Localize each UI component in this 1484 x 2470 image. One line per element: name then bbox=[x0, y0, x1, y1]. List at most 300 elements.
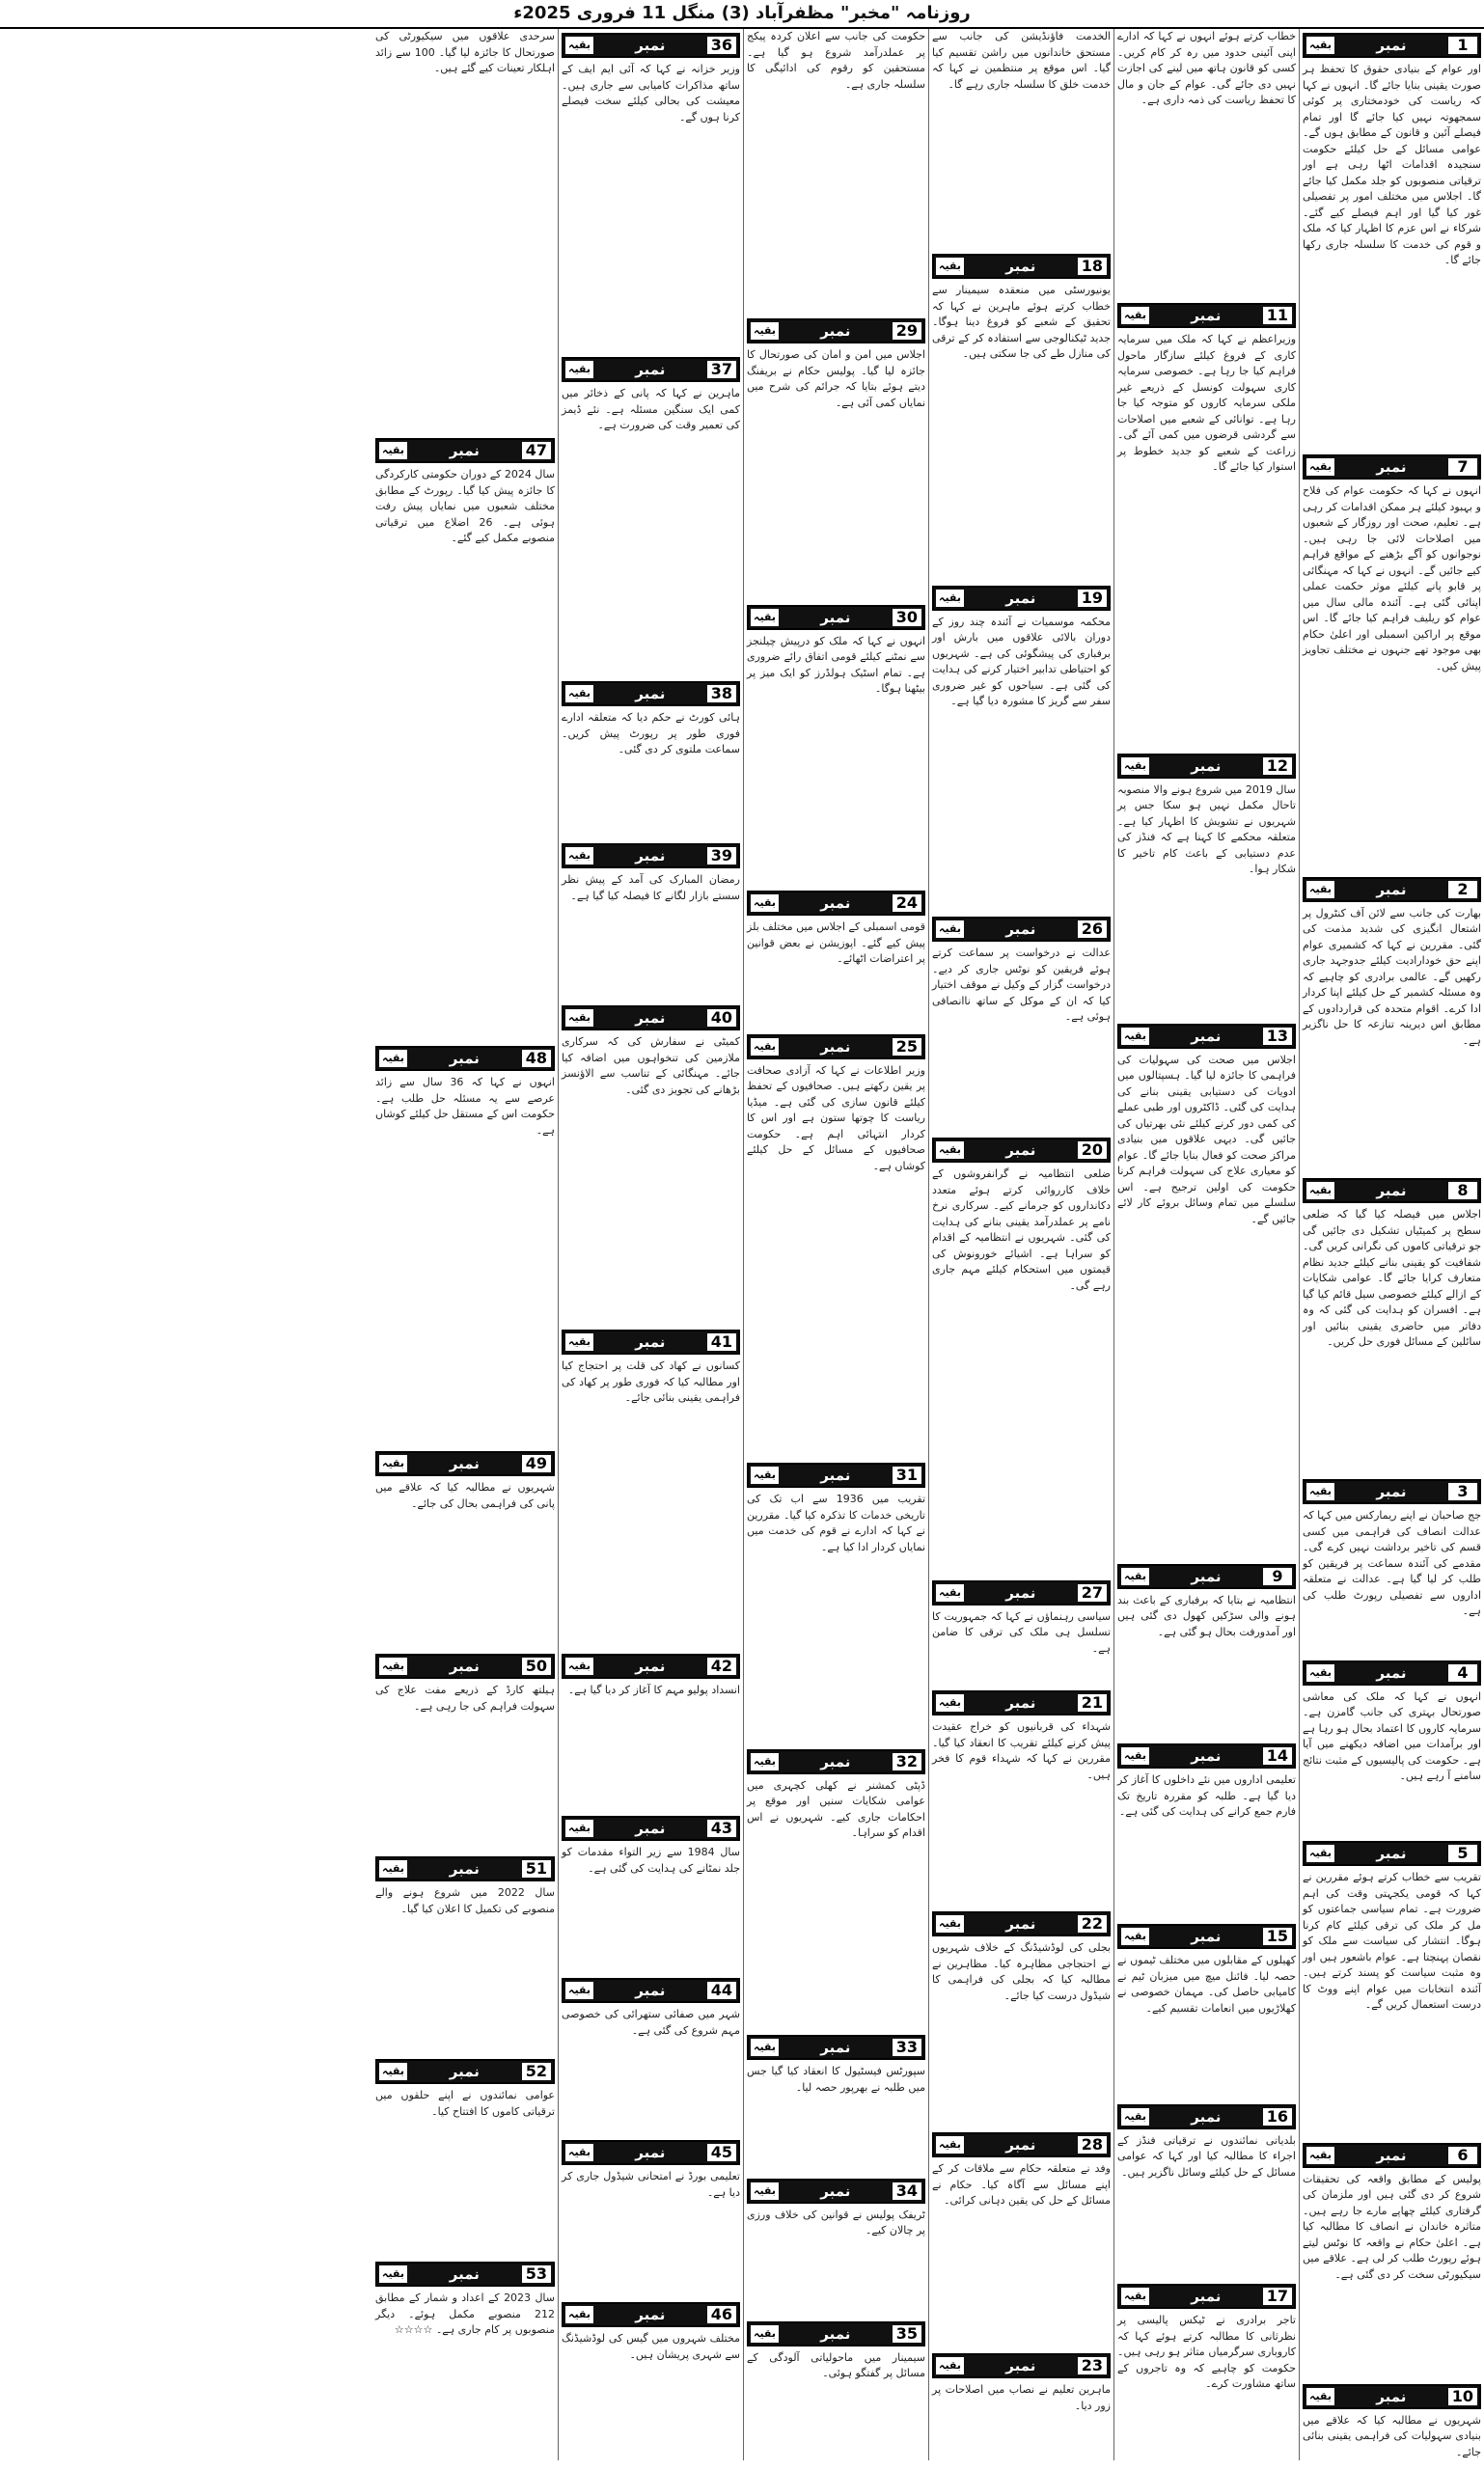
continuation-header bbox=[932, 2132, 1111, 2157]
continuation-header bbox=[375, 1654, 555, 1679]
article-continuation bbox=[747, 2175, 925, 2318]
continuation-tag: بقیہ bbox=[936, 2357, 964, 2374]
continuation-number: 49 bbox=[522, 1455, 551, 1472]
continuation-header bbox=[1303, 1841, 1481, 1866]
article-continuation bbox=[1117, 299, 1296, 750]
continuation-word: نمبر bbox=[635, 1820, 666, 1837]
article-continuation bbox=[1117, 1020, 1296, 1560]
article-text: رمضان المبارک کی آمد کے پیش نظر سستے بازار لگانے کا فیصلہ کیا گیا ہے۔ bbox=[562, 873, 740, 902]
continuation-tag: بقیہ bbox=[936, 1915, 964, 1933]
article-text: سال 2022 میں شروع ہونے والے منصوبے کی تکمیل کا اعلان کیا گیا۔ bbox=[375, 1886, 555, 1915]
continuation-word: نمبر bbox=[1005, 589, 1036, 607]
continuation-word: نمبر bbox=[449, 2063, 480, 2080]
article-continuation bbox=[1303, 1657, 1481, 1837]
continuation-word: نمبر bbox=[1376, 1663, 1407, 1682]
continuation-number: 43 bbox=[707, 1820, 736, 1837]
continuation-word: نمبر bbox=[820, 322, 851, 341]
continuation-number: 39 bbox=[707, 847, 736, 864]
continuation-header bbox=[562, 2302, 740, 2327]
continuation-word: نمبر bbox=[635, 361, 666, 378]
article-text: کسانوں نے کھاد کی قلت پر احتجاج کیا اور مطالبہ کیا کہ فوری طور پر کھاد کی فراہمی یقینی بنائی جائے۔ bbox=[562, 1359, 740, 1404]
article-text: حکومت کی جانب سے اعلان کردہ پیکج پر عملدرآمد شروع ہو گیا ہے۔ مستحقین کو رقوم کی ادائیگی کا سلسلہ جاری ہے۔ bbox=[747, 30, 925, 91]
continuation-tag: بقیہ bbox=[565, 1009, 593, 1027]
article-continuation bbox=[932, 1577, 1111, 1688]
continuation-tag: بقیہ bbox=[1306, 2147, 1334, 2164]
continuation-header bbox=[932, 1690, 1111, 1715]
continuation-tag: بقیہ bbox=[565, 1820, 593, 1837]
continuation-tag: بقیہ bbox=[1121, 2108, 1149, 2126]
article-continuation bbox=[747, 1459, 925, 1744]
article-continuation bbox=[747, 315, 925, 600]
continuation-header bbox=[932, 254, 1111, 279]
continuation-word: نمبر bbox=[1005, 1141, 1036, 1160]
article-text: انہوں نے کہا کہ ملک کو درپیش چیلنجز سے نمٹنے کیلئے قومی اتفاق رائے ضروری ہے۔ تمام اسٹیک ہولڈرز کو ایک میز پر بیٹھنا ہوگا۔ bbox=[747, 634, 925, 696]
article-text: ضلعی انتظامیہ نے گرانفروشوں کے خلاف کارروائی کرتے ہوئے متعدد دکانداروں کو جرمانے کیے۔ سرکاری نرخ نامے پر عملدرآمد یقینی بنانے کی ہدایت کی گئی۔ شہریوں نے انتظامیہ کے اقدام کو سراہا ہے۔ اشیائے خورونوش کی قیمتوں میں استحکام کیلئے مہم جاری رہے گی۔ bbox=[932, 1167, 1111, 1292]
article-continuation bbox=[562, 839, 740, 1002]
continuation-header bbox=[562, 843, 740, 868]
article-text: ماہرین نے کہا کہ پانی کے ذخائر میں کمی ایک سنگین مسئلہ ہے۔ نئے ڈیمز کی تعمیر وقت کی ضرورت ہے۔ bbox=[562, 387, 740, 431]
article-text: ہیلتھ کارڈ کے ذریعے مفت علاج کی سہولت فراہم کی جا رہی ہے۔ bbox=[375, 1684, 555, 1713]
continuation-number: 25 bbox=[893, 1038, 921, 1056]
continuation-number: 37 bbox=[707, 361, 736, 378]
article-continuation bbox=[375, 1852, 555, 2055]
article-continuation bbox=[747, 29, 925, 315]
continuation-tag: بقیہ bbox=[751, 894, 779, 912]
masthead-title: روزنامہ "مخبر" مظفرآباد (3) منگل 11 فروری 2025ء bbox=[513, 3, 971, 23]
article-text: قومی اسمبلی کے اجلاس میں مختلف بلز پیش کیے گئے۔ اپوزیشن نے بعض قوانین پر اعتراضات اٹھائے۔ bbox=[747, 920, 925, 966]
continuation-word: نمبر bbox=[1191, 2107, 1222, 2126]
continuation-tag: بقیہ bbox=[751, 1467, 779, 1484]
article-continuation bbox=[562, 2298, 740, 2460]
article-continuation bbox=[375, 1042, 555, 1447]
continuation-tag: بقیہ bbox=[565, 361, 593, 378]
column-1 bbox=[1299, 29, 1484, 2460]
continuation-header bbox=[1303, 1178, 1481, 1203]
continuation-word: نمبر bbox=[1005, 1694, 1036, 1713]
article-continuation bbox=[1117, 1560, 1296, 1741]
continuation-word: نمبر bbox=[1376, 2387, 1407, 2405]
article-continuation bbox=[747, 2031, 925, 2174]
continuation-header bbox=[747, 891, 925, 916]
continuation-word: نمبر bbox=[449, 1050, 480, 1067]
continuation-header bbox=[375, 1451, 555, 1476]
continuation-word: نمبر bbox=[1005, 2136, 1036, 2154]
continuation-header bbox=[562, 1330, 740, 1355]
continuation-word: نمبر bbox=[1376, 1483, 1407, 1501]
article-text: شہریوں نے مطالبہ کیا کہ علاقے میں پانی کی فراہمی بحال کی جائے۔ bbox=[375, 1481, 555, 1510]
article-text: ٹریفک پولیس نے قوانین کی خلاف ورزی پر چالان کیے۔ bbox=[747, 2208, 925, 2237]
continuation-number: 35 bbox=[893, 2325, 921, 2343]
continuation-tag: بقیہ bbox=[1121, 2288, 1149, 2305]
article-continuation bbox=[932, 250, 1111, 582]
article-text: عوامی نمائندوں نے اپنے حلقوں میں ترقیاتی کاموں کا افتتاح کیا۔ bbox=[375, 2089, 555, 2118]
continuation-tag: بقیہ bbox=[1121, 1928, 1149, 1945]
article-continuation bbox=[562, 29, 740, 353]
continuation-word: نمبر bbox=[1191, 756, 1222, 775]
continuation-header bbox=[562, 681, 740, 706]
continuation-word: نمبر bbox=[1005, 1583, 1036, 1602]
article-text: وزیر خزانہ نے کہا کہ آئی ایم ایف کے ساتھ مذاکرات کامیابی سے جاری ہیں۔ معیشت کی بحالی کیلئے سخت فیصلے کرنا ہوں گے۔ bbox=[562, 63, 740, 124]
continuation-word: نمبر bbox=[449, 1455, 480, 1472]
article-text: کھیلوں کے مقابلوں میں مختلف ٹیموں نے حصہ لیا۔ فائنل میچ میں میزبان ٹیم نے کامیابی حاصل کی۔ مہمان خصوصی نے کھلاڑیوں میں انعامات تقسیم کیے۔ bbox=[1117, 1954, 1296, 2015]
continuation-word: نمبر bbox=[449, 2265, 480, 2283]
continuation-header bbox=[1117, 1924, 1296, 1949]
article-text: محکمہ موسمیات نے آئندہ چند روز کے دوران بالائی علاقوں میں بارش اور برفباری کی پیشگوئی کی ہے۔ شہریوں کو احتیاطی تدابیر اختیار کرنے کی ہدایت کی گئی ہے۔ سیاحوں کو غیر ضروری سفر سے گریز کا مشورہ دیا گیا ہے۔ bbox=[932, 615, 1111, 708]
continuation-header bbox=[562, 1816, 740, 1841]
continuation-number: 11 bbox=[1263, 307, 1292, 324]
article-text: اجلاس میں امن و امان کی صورتحال کا جائزہ لیا گیا۔ پولیس حکام نے بریفنگ دیتے ہوئے بتایا کہ جرائم کی شرح میں نمایاں کمی آئی ہے۔ bbox=[747, 348, 925, 409]
article-text: سپورٹس فیسٹیول کا انعقاد کیا گیا جس میں طلبہ نے بھرپور حصہ لیا۔ bbox=[747, 2065, 925, 2094]
continuation-tag: بقیہ bbox=[751, 609, 779, 626]
continuation-number: 17 bbox=[1263, 2288, 1292, 2305]
continuation-number: 9 bbox=[1263, 1568, 1292, 1585]
continuation-number: 48 bbox=[522, 1050, 551, 1067]
article-text: سال 2023 کے اعداد و شمار کے مطابق 212 منصوبے مکمل ہوئے۔ دیگر منصوبوں پر کام جاری ہے۔ ☆☆☆☆ bbox=[375, 2292, 556, 2336]
continuation-word: نمبر bbox=[1376, 458, 1407, 477]
continuation-number: 8 bbox=[1448, 1182, 1477, 1199]
continuation-tag: بقیہ bbox=[1121, 1028, 1149, 1045]
article-text: انتظامیہ نے بتایا کہ برفباری کے باعث بند ہونے والی سڑکیں کھول دی گئی ہیں اور آمدورفت بحال ہو گئی ہے۔ bbox=[1117, 1593, 1296, 1638]
continuation-header bbox=[562, 1978, 740, 2003]
continuation-header bbox=[747, 2321, 925, 2346]
continuation-tag: بقیہ bbox=[379, 1455, 407, 1472]
continuation-word: نمبر bbox=[1191, 1928, 1222, 1946]
continuation-header bbox=[375, 1856, 555, 1881]
continuation-word: نمبر bbox=[820, 2324, 851, 2343]
article-text: سیمینار میں ماحولیاتی آلودگی کے مسائل پر گفتگو ہوئی۔ bbox=[747, 2350, 925, 2380]
column-5 bbox=[558, 29, 743, 2460]
continuation-word: نمبر bbox=[1376, 880, 1407, 898]
continuation-tag: بقیہ bbox=[379, 2063, 407, 2080]
article-continuation bbox=[932, 913, 1111, 1134]
continuation-word: نمبر bbox=[1376, 1182, 1407, 1200]
article-continuation bbox=[562, 1650, 740, 1812]
article-text: بلدیاتی نمائندوں نے ترقیاتی فنڈز کے اجراء کا مطالبہ کیا اور کہا کہ عوامی مسائل کے حل کیلئے وسائل ناگزیر ہیں۔ bbox=[1117, 2133, 1296, 2179]
continuation-tag: بقیہ bbox=[1121, 307, 1149, 324]
article-continuation bbox=[932, 582, 1111, 914]
continuation-number: 30 bbox=[893, 609, 921, 626]
continuation-header bbox=[747, 2035, 925, 2060]
continuation-header bbox=[747, 318, 925, 343]
continuation-header bbox=[1303, 454, 1481, 480]
continuation-tag: بقیہ bbox=[751, 322, 779, 340]
continuation-number: 22 bbox=[1078, 1915, 1107, 1933]
article-continuation bbox=[562, 1002, 740, 1326]
continuation-tag: بقیہ bbox=[565, 37, 593, 54]
continuation-word: نمبر bbox=[635, 847, 666, 864]
continuation-number: 18 bbox=[1078, 258, 1107, 275]
continuation-word: نمبر bbox=[1005, 258, 1036, 276]
continuation-tag: بقیہ bbox=[1121, 757, 1149, 775]
article-text: انسداد پولیو مہم کا آغاز کر دیا گیا ہے۔ bbox=[567, 1684, 740, 1696]
continuation-tag: بقیہ bbox=[565, 2306, 593, 2323]
article-continuation bbox=[932, 2128, 1111, 2349]
article-continuation bbox=[932, 2349, 1111, 2460]
continuation-word: نمبر bbox=[1376, 1845, 1407, 1863]
continuation-number: 52 bbox=[522, 2063, 551, 2080]
article-text: اور عوام کے بنیادی حقوق کا تحفظ ہر صورت یقینی بنایا جائے گا۔ انہوں نے کہا کہ ریاست کی خودمختاری پر کوئی سمجھوتہ نہیں کیا جائے گا اور تمام فیصلے آئین و قانون کے مطابق ہوں گے۔ عوامی مسائل کے حل کیلئے حکومت سنجیدہ اقدامات اٹھا رہی ہے اور ترقیاتی منصوبوں کو جلد مکمل کیا جائے گا۔ اجلاس میں مختلف امور پر تفصیلی غور کیا گیا اور اہم فیصلے کیے گئے۔ شرکاء نے اس عزم کا اظہار کیا کہ ملک و قوم کی خدمت کا سلسلہ جاری رکھا جائے گا۔ bbox=[1303, 63, 1481, 266]
continuation-word: نمبر bbox=[449, 1860, 480, 1878]
continuation-word: نمبر bbox=[635, 1333, 666, 1351]
continuation-number: 21 bbox=[1078, 1694, 1107, 1712]
continuation-number: 7 bbox=[1448, 458, 1477, 476]
continuation-word: نمبر bbox=[1376, 2146, 1407, 2164]
article-text: انہوں نے کہا کہ ملک کی معاشی صورتحال بہتری کی جانب گامزن ہے۔ سرمایہ کاروں کا اعتماد بحال ہو رہا ہے اور برآمدات میں اضافہ دیکھنے میں آیا ہے۔ حکومت کی پالیسیوں کے مثبت نتائج سامنے آ رہے ہیں۔ bbox=[1303, 1689, 1481, 1783]
continuation-header bbox=[932, 1911, 1111, 1936]
continuation-number: 29 bbox=[893, 322, 921, 340]
continuation-tag: بقیہ bbox=[936, 590, 964, 607]
continuation-header bbox=[1303, 33, 1481, 58]
article-text: اجلاس میں صحت کی سہولیات کی فراہمی کا جائزہ لیا گیا۔ ہسپتالوں میں ادویات کی دستیابی یقینی بنانے کی ہدایت کی گئی۔ ڈاکٹروں اور طبی عملے کی کمی دور کرنے کیلئے نئی بھرتیاں کی جائیں گی۔ دیہی علاقوں میں بنیادی مراکز صحت کو فعال بنایا جائے گا۔ عوام کو معیاری علاج کی سہولت فراہم کرنا حکومت کی اولین ترجیح ہے۔ اس سلسلے میں تمام وسائل بروئے کار لائے جائیں گے۔ bbox=[1117, 1053, 1296, 1225]
article-text: ڈپٹی کمشنر نے کھلی کچہری میں عوامی شکایات سنیں اور موقع پر احکامات جاری کیے۔ شہریوں نے اس اقدام کو سراہا۔ bbox=[747, 1778, 925, 1840]
article-continuation bbox=[1117, 1920, 1296, 2100]
continuation-header bbox=[1117, 754, 1296, 779]
article-text: وزیراعظم نے کہا کہ ملک میں سرمایہ کاری کے فروغ کیلئے سازگار ماحول فراہم کیا جا رہا ہے۔ خصوصی سرمایہ کاری سہولت کونسل کے ذریعے غیر ملکی سرمایہ کاروں کو متوجہ کیا جا رہا ہے۔ توانائی کے شعبے میں اصلاحات سے گردشی قرضوں میں کمی آئے گی۔ زراعت کے شعبے کو جدید خطوط پر استوار کیا جائے گا۔ bbox=[1117, 333, 1296, 473]
newspaper-page bbox=[0, 29, 1484, 2460]
column-2 bbox=[1113, 29, 1299, 2460]
continuation-tag: بقیہ bbox=[751, 1038, 779, 1056]
article-text: اجلاس میں فیصلہ کیا گیا کہ ضلعی سطح پر کمیٹیاں تشکیل دی جائیں گی جو ترقیاتی کاموں کی نگرانی کریں گی۔ شفافیت کو یقینی بنانے کیلئے جدید نظام متعارف کرایا جائے گا۔ عوامی شکایات کے ازالے کیلئے خصوصی سیل قائم کیا گیا ہے۔ افسران کو ہدایت کی گئی کہ وہ دفاتر میں حاضری یقینی بنائیں اور سائلین کے مسائل فوری حل کریں۔ bbox=[1303, 1208, 1481, 1349]
continuation-header bbox=[1117, 2284, 1296, 2309]
article-continuation bbox=[562, 1974, 740, 2136]
continuation-header bbox=[1117, 1024, 1296, 1049]
continuation-header bbox=[375, 438, 555, 463]
continuation-tag: بقیہ bbox=[1306, 1845, 1334, 1862]
article-continuation bbox=[747, 601, 925, 887]
continuation-tag: بقیہ bbox=[936, 1584, 964, 1602]
continuation-header bbox=[562, 1654, 740, 1679]
article-text: جج صاحبان نے اپنے ریمارکس میں کہا کہ عدالت انصاف کی فراہمی میں کسی قسم کی تاخیر برداشت نہیں کرے گی۔ مقدمے کی آئندہ سماعت پر فریقین کو طلب کر لیا گیا ہے۔ عدالت نے متعلقہ اداروں سے تفصیلی رپورٹ طلب کی ہے۔ bbox=[1303, 1509, 1481, 1618]
continuation-tag: بقیہ bbox=[565, 1658, 593, 1675]
continuation-word: نمبر bbox=[1005, 920, 1036, 939]
continuation-tag: بقیہ bbox=[565, 1982, 593, 1999]
article-continuation bbox=[1117, 2280, 1296, 2460]
article-continuation bbox=[1117, 2100, 1296, 2281]
continuation-word: نمبر bbox=[820, 2039, 851, 2057]
continuation-header bbox=[1303, 1479, 1481, 1504]
continuation-header bbox=[1303, 2143, 1481, 2168]
continuation-tag: بقیہ bbox=[565, 1333, 593, 1351]
continuation-number: 50 bbox=[522, 1658, 551, 1675]
continuation-word: نمبر bbox=[1376, 37, 1407, 54]
article-continuation bbox=[562, 1326, 740, 1650]
article-text: وفد نے متعلقہ حکام سے ملاقات کر کے اپنے مسائل سے آگاہ کیا۔ حکام نے مسائل کے حل کی یقین دہانی کرائی۔ bbox=[932, 2162, 1111, 2208]
continuation-word: نمبر bbox=[1191, 1027, 1222, 1045]
article-text: شہداء کی قربانیوں کو خراج عقیدت پیش کرنے کیلئے تقریب کا انعقاد کیا گیا۔ مقررین نے کہا کہ شہداء قوم کا فخر ہیں۔ bbox=[932, 1720, 1111, 1781]
continuation-tag: بقیہ bbox=[565, 685, 593, 702]
continuation-header bbox=[1303, 1660, 1481, 1686]
continuation-header bbox=[932, 1580, 1111, 1606]
article-continuation bbox=[1117, 29, 1296, 299]
continuation-number: 46 bbox=[707, 2306, 736, 2323]
continuation-number: 5 bbox=[1448, 1845, 1477, 1862]
article-continuation bbox=[1303, 873, 1481, 1174]
continuation-header bbox=[1117, 1564, 1296, 1589]
continuation-number: 45 bbox=[707, 2144, 736, 2161]
continuation-tag: بقیہ bbox=[565, 847, 593, 864]
article-text: شہریوں نے مطالبہ کیا کہ علاقے میں بنیادی سہولیات کی فراہمی یقینی بنائی جائے۔ bbox=[1303, 2413, 1481, 2458]
continuation-number: 28 bbox=[1078, 2136, 1107, 2154]
continuation-number: 26 bbox=[1078, 920, 1107, 938]
continuation-header bbox=[747, 1463, 925, 1488]
continuation-number: 32 bbox=[893, 1753, 921, 1770]
continuation-tag: بقیہ bbox=[1121, 1747, 1149, 1765]
article-continuation bbox=[562, 1812, 740, 1974]
continuation-number: 47 bbox=[522, 442, 551, 459]
article-text: سرحدی علاقوں میں سیکیورٹی کی صورتحال کا جائزہ لیا گیا۔ 100 سے زائد اہلکار تعینات کیے گئے ہیں۔ bbox=[375, 30, 556, 74]
continuation-number: 53 bbox=[522, 2265, 551, 2283]
continuation-number: 19 bbox=[1078, 590, 1107, 607]
article-continuation bbox=[375, 2055, 555, 2258]
continuation-header bbox=[932, 917, 1111, 942]
article-text: تعلیمی بورڈ نے امتحانی شیڈول جاری کر دیا ہے۔ bbox=[562, 2170, 740, 2199]
continuation-header bbox=[562, 2140, 740, 2165]
continuation-number: 23 bbox=[1078, 2357, 1107, 2374]
article-continuation bbox=[747, 2318, 925, 2460]
continuation-tag: بقیہ bbox=[936, 1694, 964, 1712]
continuation-tag: بقیہ bbox=[751, 2325, 779, 2343]
article-continuation bbox=[562, 2136, 740, 2298]
article-continuation bbox=[1303, 1475, 1481, 1656]
article-continuation bbox=[1303, 1174, 1481, 1475]
article-text: سال 2019 میں شروع ہونے والا منصوبہ تاحال مکمل نہیں ہو سکا جس پر شہریوں نے تشویش کا اظہار کیا ہے۔ متعلقہ محکمے کا کہنا ہے کہ فنڈز کی عدم دستیابی کے باعث کام تاخیر کا شکار ہوا۔ bbox=[1117, 782, 1296, 876]
continuation-word: نمبر bbox=[635, 1658, 666, 1675]
continuation-header bbox=[562, 33, 740, 58]
continuation-word: نمبر bbox=[449, 1658, 480, 1675]
continuation-word: نمبر bbox=[820, 894, 851, 913]
article-text: سال 1984 سے زیر التواء مقدمات کو جلد نمٹانے کی ہدایت کی گئی ہے۔ bbox=[562, 1846, 740, 1875]
continuation-number: 6 bbox=[1448, 2147, 1477, 2164]
article-continuation bbox=[1303, 2380, 1481, 2461]
continuation-number: 27 bbox=[1078, 1584, 1107, 1602]
article-text: سال 2024 کے دوران حکومتی کارکردگی کا جائزہ پیش کیا گیا۔ رپورٹ کے مطابق مختلف شعبوں میں نمایاں پیش رفت ہوئی ہے۔ 26 اضلاع میں ترقیاتی منصوبے مکمل کیے گئے۔ bbox=[375, 468, 556, 544]
continuation-header bbox=[562, 1005, 740, 1030]
continuation-header bbox=[375, 2262, 555, 2287]
article-continuation bbox=[1117, 1740, 1296, 1920]
continuation-word: نمبر bbox=[635, 1982, 666, 1999]
continuation-word: نمبر bbox=[1191, 1567, 1222, 1585]
continuation-tag: بقیہ bbox=[1306, 37, 1334, 54]
continuation-header bbox=[375, 1046, 555, 1071]
continuation-header bbox=[1117, 1743, 1296, 1769]
article-text: ماہرین تعلیم نے نصاب میں اصلاحات پر زور دیا۔ bbox=[932, 2383, 1111, 2412]
continuation-header bbox=[562, 357, 740, 382]
article-continuation bbox=[932, 1687, 1111, 1907]
article-text: بھارت کی جانب سے لائن آف کنٹرول پر اشتعال انگیزی کی شدید مذمت کی گئی۔ مقررین نے کہا کہ کشمیری عوام اپنے حق خودارادیت کیلئے جدوجہد جاری رکھیں گے۔ عالمی برادری کو چاہیے کہ وہ مسئلہ کشمیر کے حل کیلئے اپنا کردار ادا کرے۔ اقوام متحدہ کی قراردادوں کے مطابق اس دیرینہ تنازعہ کا حل ناگزیر ہے۔ bbox=[1303, 906, 1481, 1047]
continuation-number: 14 bbox=[1263, 1747, 1292, 1765]
article-continuation bbox=[1303, 2139, 1481, 2380]
continuation-header bbox=[1303, 2384, 1481, 2409]
continuation-tag: بقیہ bbox=[1306, 1182, 1334, 1199]
continuation-word: نمبر bbox=[820, 1467, 851, 1485]
article-text: یونیورسٹی میں منعقدہ سیمینار سے خطاب کرتے ہوئے ماہرین نے کہا کہ تحقیق کے شعبے کو فروغ دینا ہوگا۔ جدید ٹیکنالوجی سے استفادہ کر کے ترقی کی منازل طے کی جا سکتی ہیں۔ bbox=[932, 284, 1111, 361]
continuation-tag: بقیہ bbox=[379, 442, 407, 459]
continuation-number: 10 bbox=[1448, 2388, 1477, 2405]
continuation-tag: بقیہ bbox=[1121, 1568, 1149, 1585]
continuation-number: 15 bbox=[1263, 1928, 1292, 1945]
continuation-tag: بقیہ bbox=[936, 2136, 964, 2154]
continuation-tag: بقیہ bbox=[1306, 1483, 1334, 1500]
continuation-number: 2 bbox=[1448, 881, 1477, 898]
continuation-header bbox=[932, 586, 1111, 611]
continuation-tag: بقیہ bbox=[1306, 1664, 1334, 1682]
continuation-word: نمبر bbox=[820, 1037, 851, 1056]
continuation-header bbox=[932, 1138, 1111, 1163]
article-text: شہر میں صفائی ستھرائی کی خصوصی مہم شروع کی گئی ہے۔ bbox=[562, 2008, 740, 2037]
continuation-header bbox=[932, 2353, 1111, 2378]
continuation-word: نمبر bbox=[1005, 2357, 1036, 2375]
continuation-number: 42 bbox=[707, 1658, 736, 1675]
continuation-header bbox=[1303, 877, 1481, 902]
continuation-header bbox=[747, 1749, 925, 1774]
continuation-word: نمبر bbox=[1191, 307, 1222, 324]
article-continuation bbox=[932, 1907, 1111, 2128]
article-continuation bbox=[932, 1134, 1111, 1576]
continuation-tag: بقیہ bbox=[1306, 881, 1334, 898]
continuation-header bbox=[1117, 2104, 1296, 2129]
column-6 bbox=[372, 29, 558, 2460]
continuation-number: 16 bbox=[1263, 2108, 1292, 2126]
continuation-number: 41 bbox=[707, 1333, 736, 1351]
article-continuation bbox=[375, 434, 555, 1042]
article-continuation bbox=[932, 29, 1111, 250]
article-text: کمیٹی نے سفارش کی کہ سرکاری ملازمین کی تنخواہوں میں اضافہ کیا جائے۔ مہنگائی کے تناسب سے الاؤنسز بڑھانے کی تجویز دی گئی۔ bbox=[562, 1035, 740, 1096]
continuation-word: نمبر bbox=[449, 442, 480, 459]
continuation-tag: بقیہ bbox=[751, 2182, 779, 2200]
article-text: پولیس کے مطابق واقعہ کی تحقیقات شروع کر دی گئی ہیں اور ملزمان کی گرفتاری کیلئے چھاپے مارے جا رہے ہیں۔ متاثرہ خاندان نے انصاف کا مطالبہ کیا ہے۔ اعلیٰ حکام نے واقعہ کا نوٹس لیتے ہوئے رپورٹ طلب کر لی ہے۔ علاقے میں سیکیورٹی سخت کر دی گئی ہے۔ bbox=[1303, 2172, 1481, 2281]
continuation-word: نمبر bbox=[635, 37, 666, 54]
article-continuation bbox=[747, 1030, 925, 1460]
continuation-word: نمبر bbox=[635, 2306, 666, 2323]
article-continuation bbox=[375, 1650, 555, 1852]
article-continuation bbox=[747, 1745, 925, 2031]
continuation-tag: بقیہ bbox=[379, 1658, 407, 1675]
continuation-tag: بقیہ bbox=[751, 1753, 779, 1770]
continuation-tag: بقیہ bbox=[751, 2039, 779, 2056]
continuation-header bbox=[747, 2179, 925, 2204]
article-continuation bbox=[1303, 1837, 1481, 2138]
continuation-number: 40 bbox=[707, 1009, 736, 1027]
article-continuation bbox=[562, 677, 740, 839]
continuation-number: 31 bbox=[893, 1467, 921, 1484]
column-4 bbox=[743, 29, 928, 2460]
column-3 bbox=[928, 29, 1113, 2460]
continuation-word: نمبر bbox=[1191, 1747, 1222, 1766]
article-continuation bbox=[375, 1447, 555, 1650]
continuation-number: 36 bbox=[707, 37, 736, 54]
continuation-word: نمبر bbox=[820, 1752, 851, 1770]
continuation-number: 44 bbox=[707, 1982, 736, 1999]
article-text: تعلیمی اداروں میں نئے داخلوں کا آغاز کر دیا گیا ہے۔ طلبہ کو مقررہ تاریخ تک فارم جمع کرانے کی ہدایت کی گئی ہے۔ bbox=[1117, 1773, 1296, 1819]
article-text: انہوں نے کہا کہ حکومت عوام کی فلاح و بہبود کیلئے ہر ممکن اقدامات کر رہی ہے۔ تعلیم، صحت اور روزگار کے شعبوں میں اصلاحات لائی جا رہی ہیں۔ نوجوانوں کو آگے بڑھنے کے مواقع فراہم کیے جائیں گے۔ انہوں نے کہا کہ مہنگائی پر قابو پانے کیلئے موثر حکمت عملی اپنائی گئی ہے۔ آئندہ مالی سال میں عوام کو ریلیف فراہم کیا جائے گا۔ اس موقع پر اراکین اسمبلی اور اعلیٰ حکام بھی موجود تھے جنہوں نے مختلف تجاویز پیش کیں۔ bbox=[1303, 484, 1481, 672]
article-continuation bbox=[375, 29, 555, 434]
article-text: وزیر اطلاعات نے کہا کہ آزادی صحافت پر یقین رکھتے ہیں۔ صحافیوں کے تحفظ کیلئے قانون سازی کی گئی ہے۔ میڈیا ریاست کا چوتھا ستون ہے اور اس کا کردار انتہائی اہم ہے۔ حکومت صحافیوں کے مسائل کے حل کیلئے کوشاں ہے۔ bbox=[747, 1063, 925, 1172]
continuation-number: 51 bbox=[522, 1860, 551, 1878]
continuation-tag: بقیہ bbox=[1306, 2388, 1334, 2405]
continuation-tag: بقیہ bbox=[379, 1050, 407, 1067]
article-text: تقریب سے خطاب کرتے ہوئے مقررین نے کہا کہ قومی یکجہتی وقت کی اہم ضرورت ہے۔ تمام سیاسی جماعتوں کو مل کر ملک کی ترقی کیلئے کام کرنا ہوگا۔ انتشار کی سیاست سے ملک کو نقصان پہنچتا ہے۔ عوام باشعور ہیں اور وہ مثبت سیاست کو پسند کرتے ہیں۔ آئندہ انتخابات میں عوام اپنے ووٹ کا درست استعمال کریں گے۔ bbox=[1303, 1871, 1481, 2012]
continuation-tag: بقیہ bbox=[379, 1860, 407, 1878]
continuation-tag: بقیہ bbox=[936, 258, 964, 275]
article-text: مختلف شہروں میں گیس کی لوڈشیڈنگ سے شہری پریشان ہیں۔ bbox=[562, 2332, 740, 2361]
continuation-word: نمبر bbox=[1005, 1915, 1036, 1934]
continuation-word: نمبر bbox=[635, 2144, 666, 2161]
continuation-tag: بقیہ bbox=[565, 2144, 593, 2161]
article-continuation bbox=[562, 353, 740, 677]
continuation-number: 24 bbox=[893, 894, 921, 912]
article-continuation bbox=[375, 2258, 555, 2460]
continuation-tag: بقیہ bbox=[936, 920, 964, 938]
